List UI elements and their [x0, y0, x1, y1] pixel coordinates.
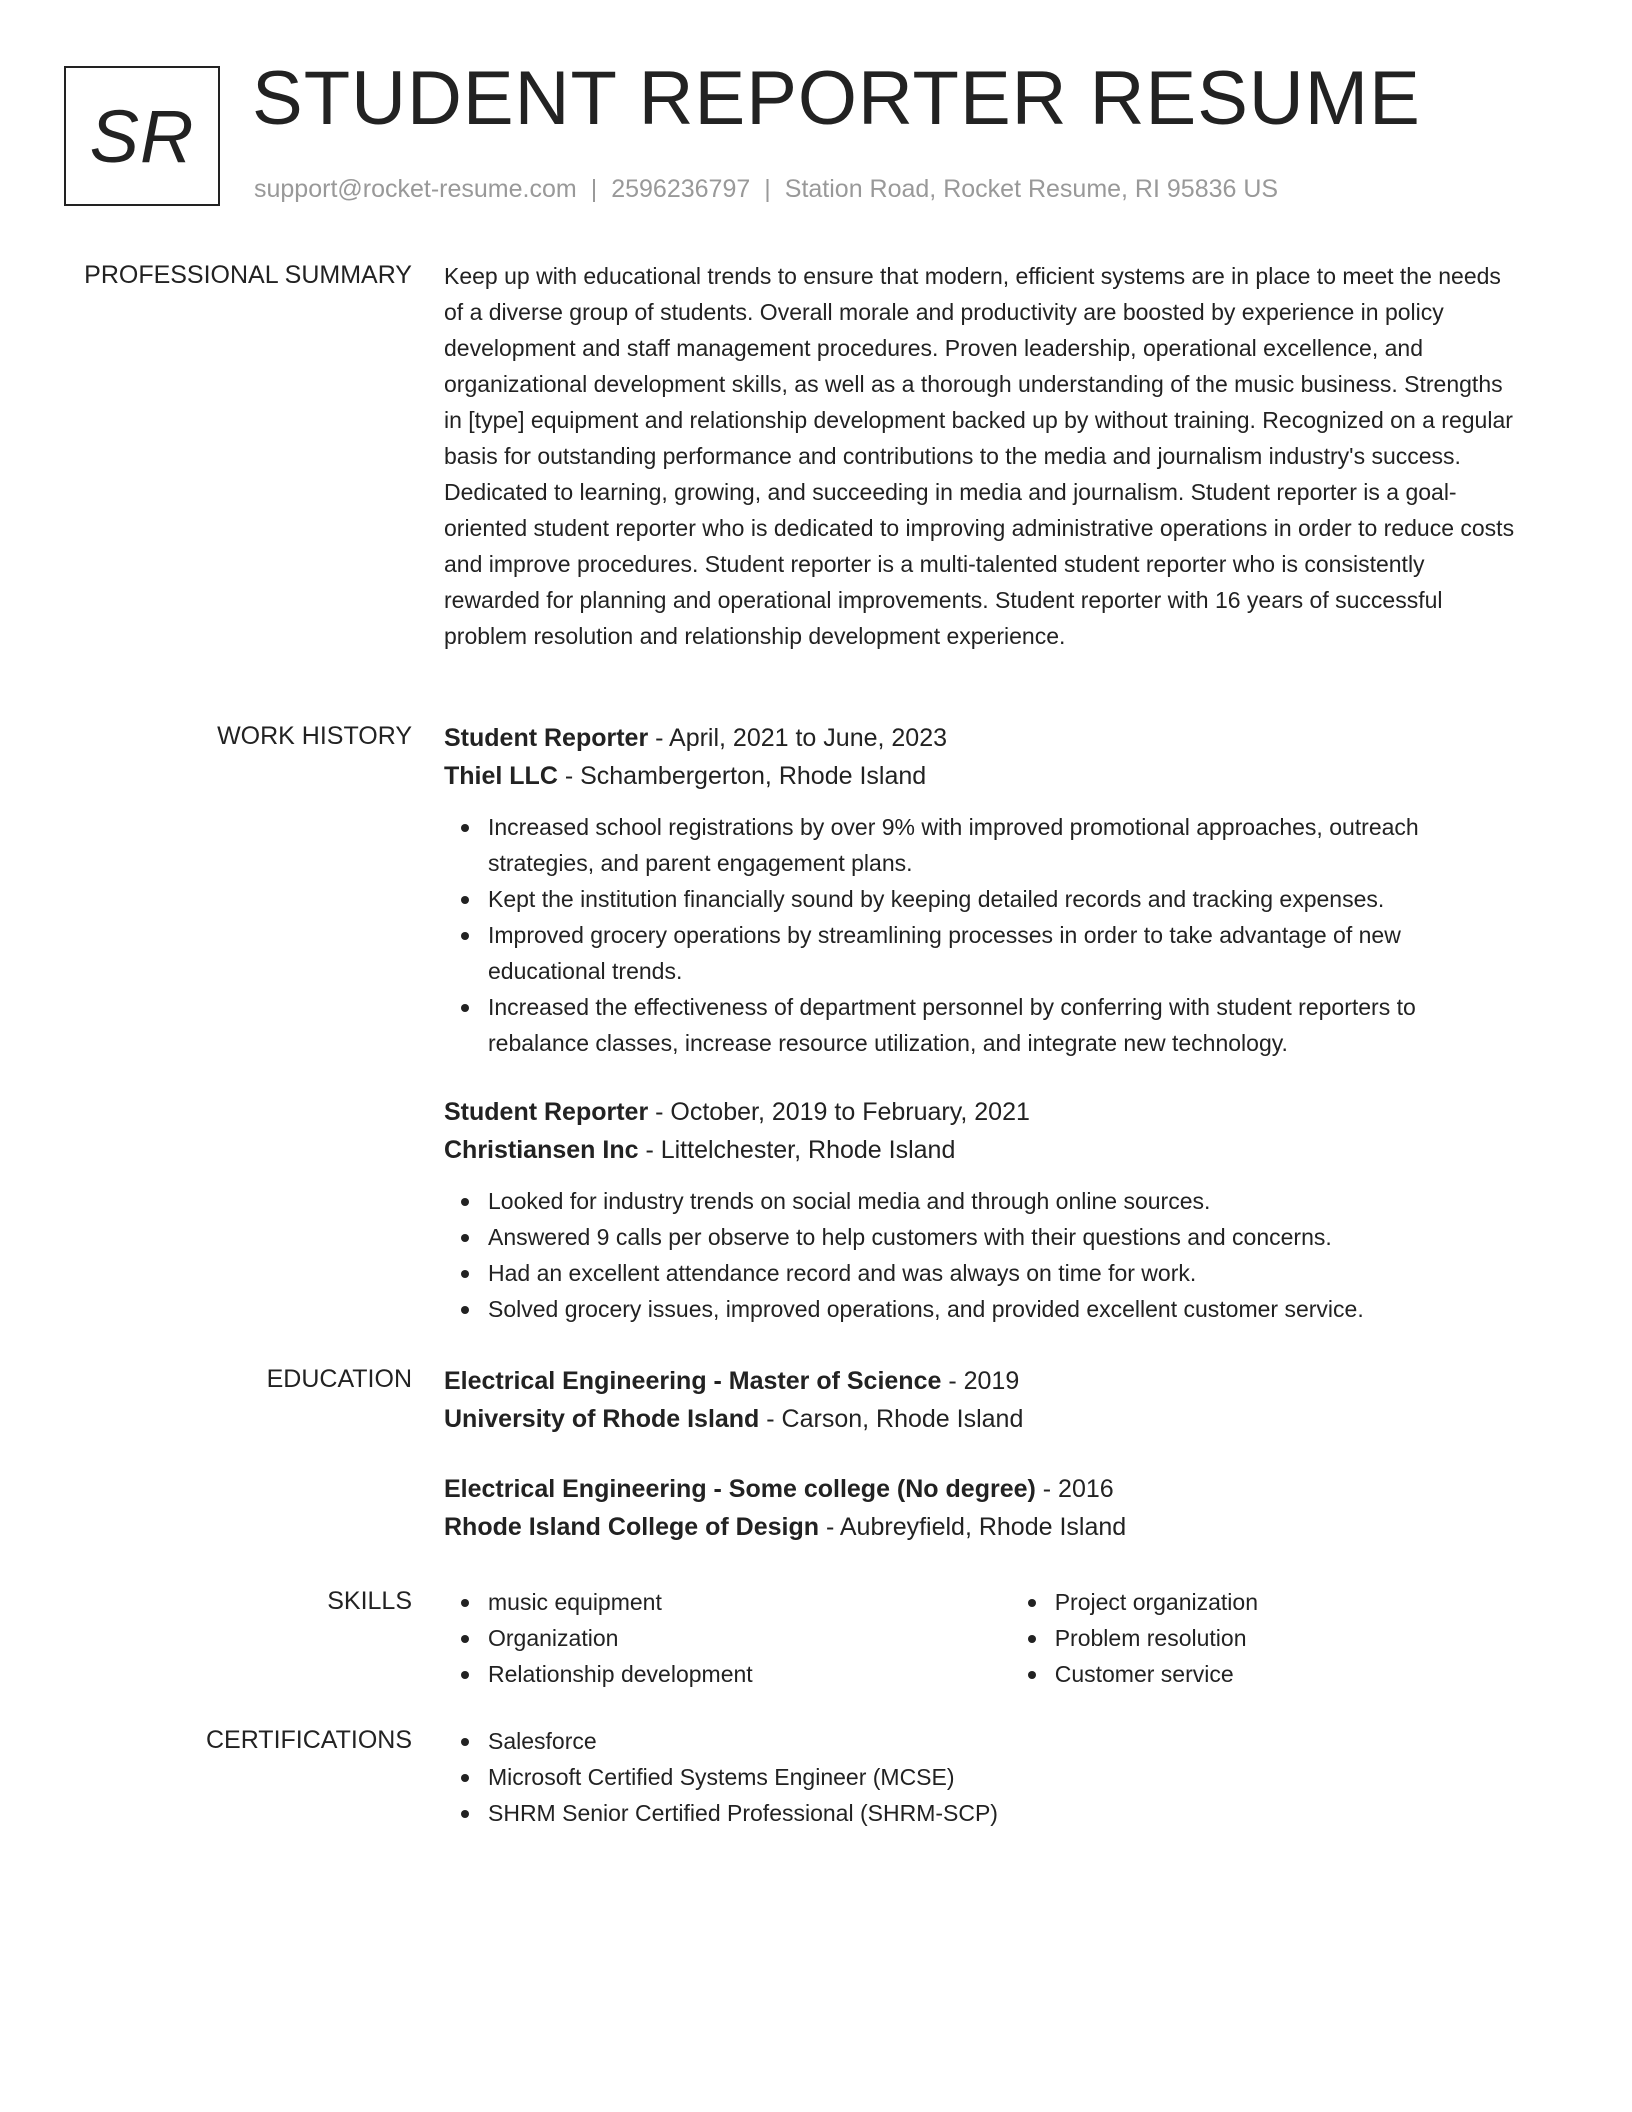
section-label-skills: SKILLS [327, 1587, 412, 1615]
summary-body [444, 258, 1520, 654]
contact-separator: | [764, 175, 771, 203]
job-bullet-list [444, 1183, 1520, 1327]
job-title: Student Reporter [444, 1098, 649, 1126]
section-label-work-history: WORK HISTORY [217, 722, 412, 750]
job-bullet: Increased the effectiveness of department personnel by conferring with student reporters to rebalance classes, increase resource utilization, and integrate new technology. [488, 989, 1520, 1061]
skills-list-left [444, 1584, 1011, 1692]
contact-separator: | [590, 175, 598, 203]
certification-item: Microsoft Certified Systems Engineer (MCSE) [488, 1759, 1520, 1795]
certifications-body [444, 1723, 1520, 1831]
certification-item: SHRM Senior Certified Professional (SHRM-SCP) [488, 1795, 1520, 1831]
contact-phone: 2596236797 [611, 175, 751, 203]
job-bullet: Answered 9 calls per observe to help customers with their questions and concerns. [488, 1219, 1520, 1255]
education-school-line [444, 1400, 1520, 1438]
skill-item: Relationship development [488, 1656, 1011, 1692]
education-degree-line [444, 1362, 1520, 1400]
job-bullet: Solved grocery issues, improved operations, and provided excellent customer service. [488, 1291, 1520, 1327]
job-bullet: Kept the institution financially sound by keeping detailed records and tracking expenses. [488, 881, 1520, 917]
education-year: - 2019 [941, 1367, 1020, 1395]
monogram-box [64, 66, 220, 206]
contact-line [254, 172, 1278, 206]
job-bullet-list [444, 809, 1520, 1061]
certification-item: Salesforce [488, 1723, 1520, 1759]
job-bullet: Increased school registrations by over 9% with improved promotional approaches, outreach strategies, and parent engagement plans. [488, 809, 1520, 881]
skill-item: Problem resolution [1055, 1620, 1520, 1656]
job-entry [444, 719, 1520, 1061]
education-entry [444, 1470, 1520, 1546]
education-body [444, 1362, 1520, 1546]
job-company-line [444, 757, 1520, 795]
section-label-education: EDUCATION [266, 1365, 412, 1393]
skill-item: music equipment [488, 1584, 1011, 1620]
job-dates: - October, 2019 to February, 2021 [648, 1098, 1030, 1126]
work-history-body [444, 719, 1520, 1327]
education-location: - Carson, Rhode Island [759, 1405, 1024, 1433]
contact-email: support@rocket-resume.com [254, 175, 577, 203]
summary-text: Keep up with educational trends to ensure that modern, efficient systems are in place to meet the needs of a diverse group of students. Overall morale and productivity are boosted by experience in policy development and staff management procedures. Proven leadership, operational excellence, and organizational development skills, as well as a thorough understanding of the music business. Strengths in [type] equipment and relationship development backed up by without training. Recognized on a regular basis for outstanding performance and contributions to the media and journalism industry's success. Dedicated to learning, growing, and succeeding in media and journalism. Student reporter is a goal-oriented student reporter who is dedicated to improving administrative operations in order to reduce costs and improve procedures. Student reporter is a multi-talented student reporter who is consistently rewarded for planning and operational improvements. Student reporter with 16 years of successful problem resolution and relationship development experience. [444, 263, 1515, 649]
education-degree: Electrical Engineering - Some college (No degree) [444, 1475, 1036, 1503]
resume-title: STUDENT REPORTER RESUME [252, 56, 1421, 141]
job-title-line [444, 1093, 1520, 1131]
education-school: Rhode Island College of Design [444, 1513, 820, 1541]
job-company-line [444, 1131, 1520, 1169]
education-location: - Aubreyfield, Rhode Island [819, 1513, 1127, 1541]
education-school-line [444, 1508, 1520, 1546]
skill-item: Project organization [1055, 1584, 1520, 1620]
skill-item: Customer service [1055, 1656, 1520, 1692]
job-location: - Littelchester, Rhode Island [638, 1136, 956, 1164]
job-company: Thiel LLC [444, 762, 558, 790]
education-year: - 2016 [1035, 1475, 1114, 1503]
job-title-line [444, 719, 1520, 757]
skills-list-right [1011, 1584, 1520, 1692]
section-label-certifications: CERTIFICATIONS [205, 1726, 412, 1754]
skills-body [444, 1584, 1520, 1692]
education-entry [444, 1362, 1520, 1438]
education-degree: Electrical Engineering - Master of Science [444, 1367, 942, 1395]
skills-grid [444, 1584, 1520, 1692]
education-degree-line [444, 1470, 1520, 1508]
job-company: Christiansen Inc [444, 1136, 639, 1164]
section-label-summary: PROFESSIONAL SUMMARY [84, 261, 412, 289]
job-bullet: Improved grocery operations by streamlining processes in order to take advantage of new educational trends. [488, 917, 1520, 989]
job-bullet: Looked for industry trends on social media and through online sources. [488, 1183, 1520, 1219]
job-entry [444, 1093, 1520, 1327]
education-school: University of Rhode Island [444, 1405, 760, 1433]
certifications-list [444, 1723, 1520, 1831]
job-bullet: Had an excellent attendance record and was always on time for work. [488, 1255, 1520, 1291]
job-dates: - April, 2021 to June, 2023 [648, 724, 948, 752]
job-location: - Schambergerton, Rhode Island [557, 762, 927, 790]
skill-item: Organization [488, 1620, 1011, 1656]
job-title: Student Reporter [444, 724, 649, 752]
contact-address: Station Road, Rocket Resume, RI 95836 US [784, 175, 1279, 203]
monogram-initials: SR [89, 94, 195, 178]
